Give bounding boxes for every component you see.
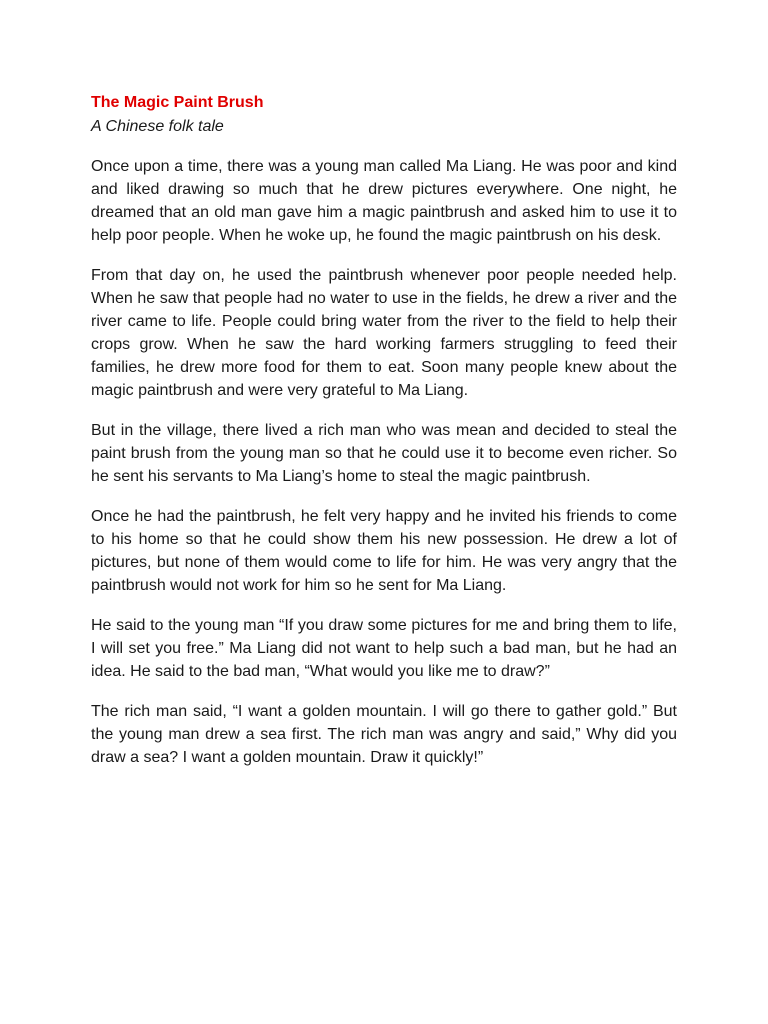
story-subtitle: A Chinese folk tale [91, 118, 224, 135]
paragraph: But in the village, there lived a rich man who was mean and decided to steal the paint brush from the young man so that he could use it to become even richer. So he sent his servants to Ma Liang’s home to steal the magic paintbrush. [91, 422, 677, 485]
document-body [91, 91, 677, 786]
paragraph: Once he had the paintbrush, he felt very happy and he invited his friends to come to his home so that he could show them his new possession. He drew a lot of pictures, but none of them would come to life for him. He was very angry that the paintbrush would not work for him so he sent for Ma Liang. [91, 508, 677, 594]
paragraph: Once upon a time, there was a young man called Ma Liang. He was poor and kind and liked drawing so much that he drew pictures everywhere. One night, he dreamed that an old man gave him a magic paintbrush and asked him to use it to help poor people. When he woke up, he found the magic paintbrush on his desk. [91, 158, 677, 244]
story-title: The Magic Paint Brush [91, 94, 264, 111]
paragraph: The rich man said, “I want a golden mountain. I will go there to gather gold.” But the young man drew a sea first. The rich man was angry and said,” Why did you draw a sea? I want a golden mountain. Draw it quickly!” [91, 703, 677, 766]
paragraph: He said to the young man “If you draw some pictures for me and bring them to life, I will set you free.” Ma Liang did not want to help such a bad man, but he had an idea. He said to the bad man, “What would you like me to draw?” [91, 617, 677, 680]
paragraph: From that day on, he used the paintbrush whenever poor people needed help. When he saw that people had no water to use in the fields, he drew a river and the river came to life. People could bring water from the river to the field to help their crops grow. When he saw the hard working farmers struggling to feed their families, he drew more food for them to eat. Soon many people knew about the magic paintbrush and were very grateful to Ma Liang. [91, 267, 677, 399]
